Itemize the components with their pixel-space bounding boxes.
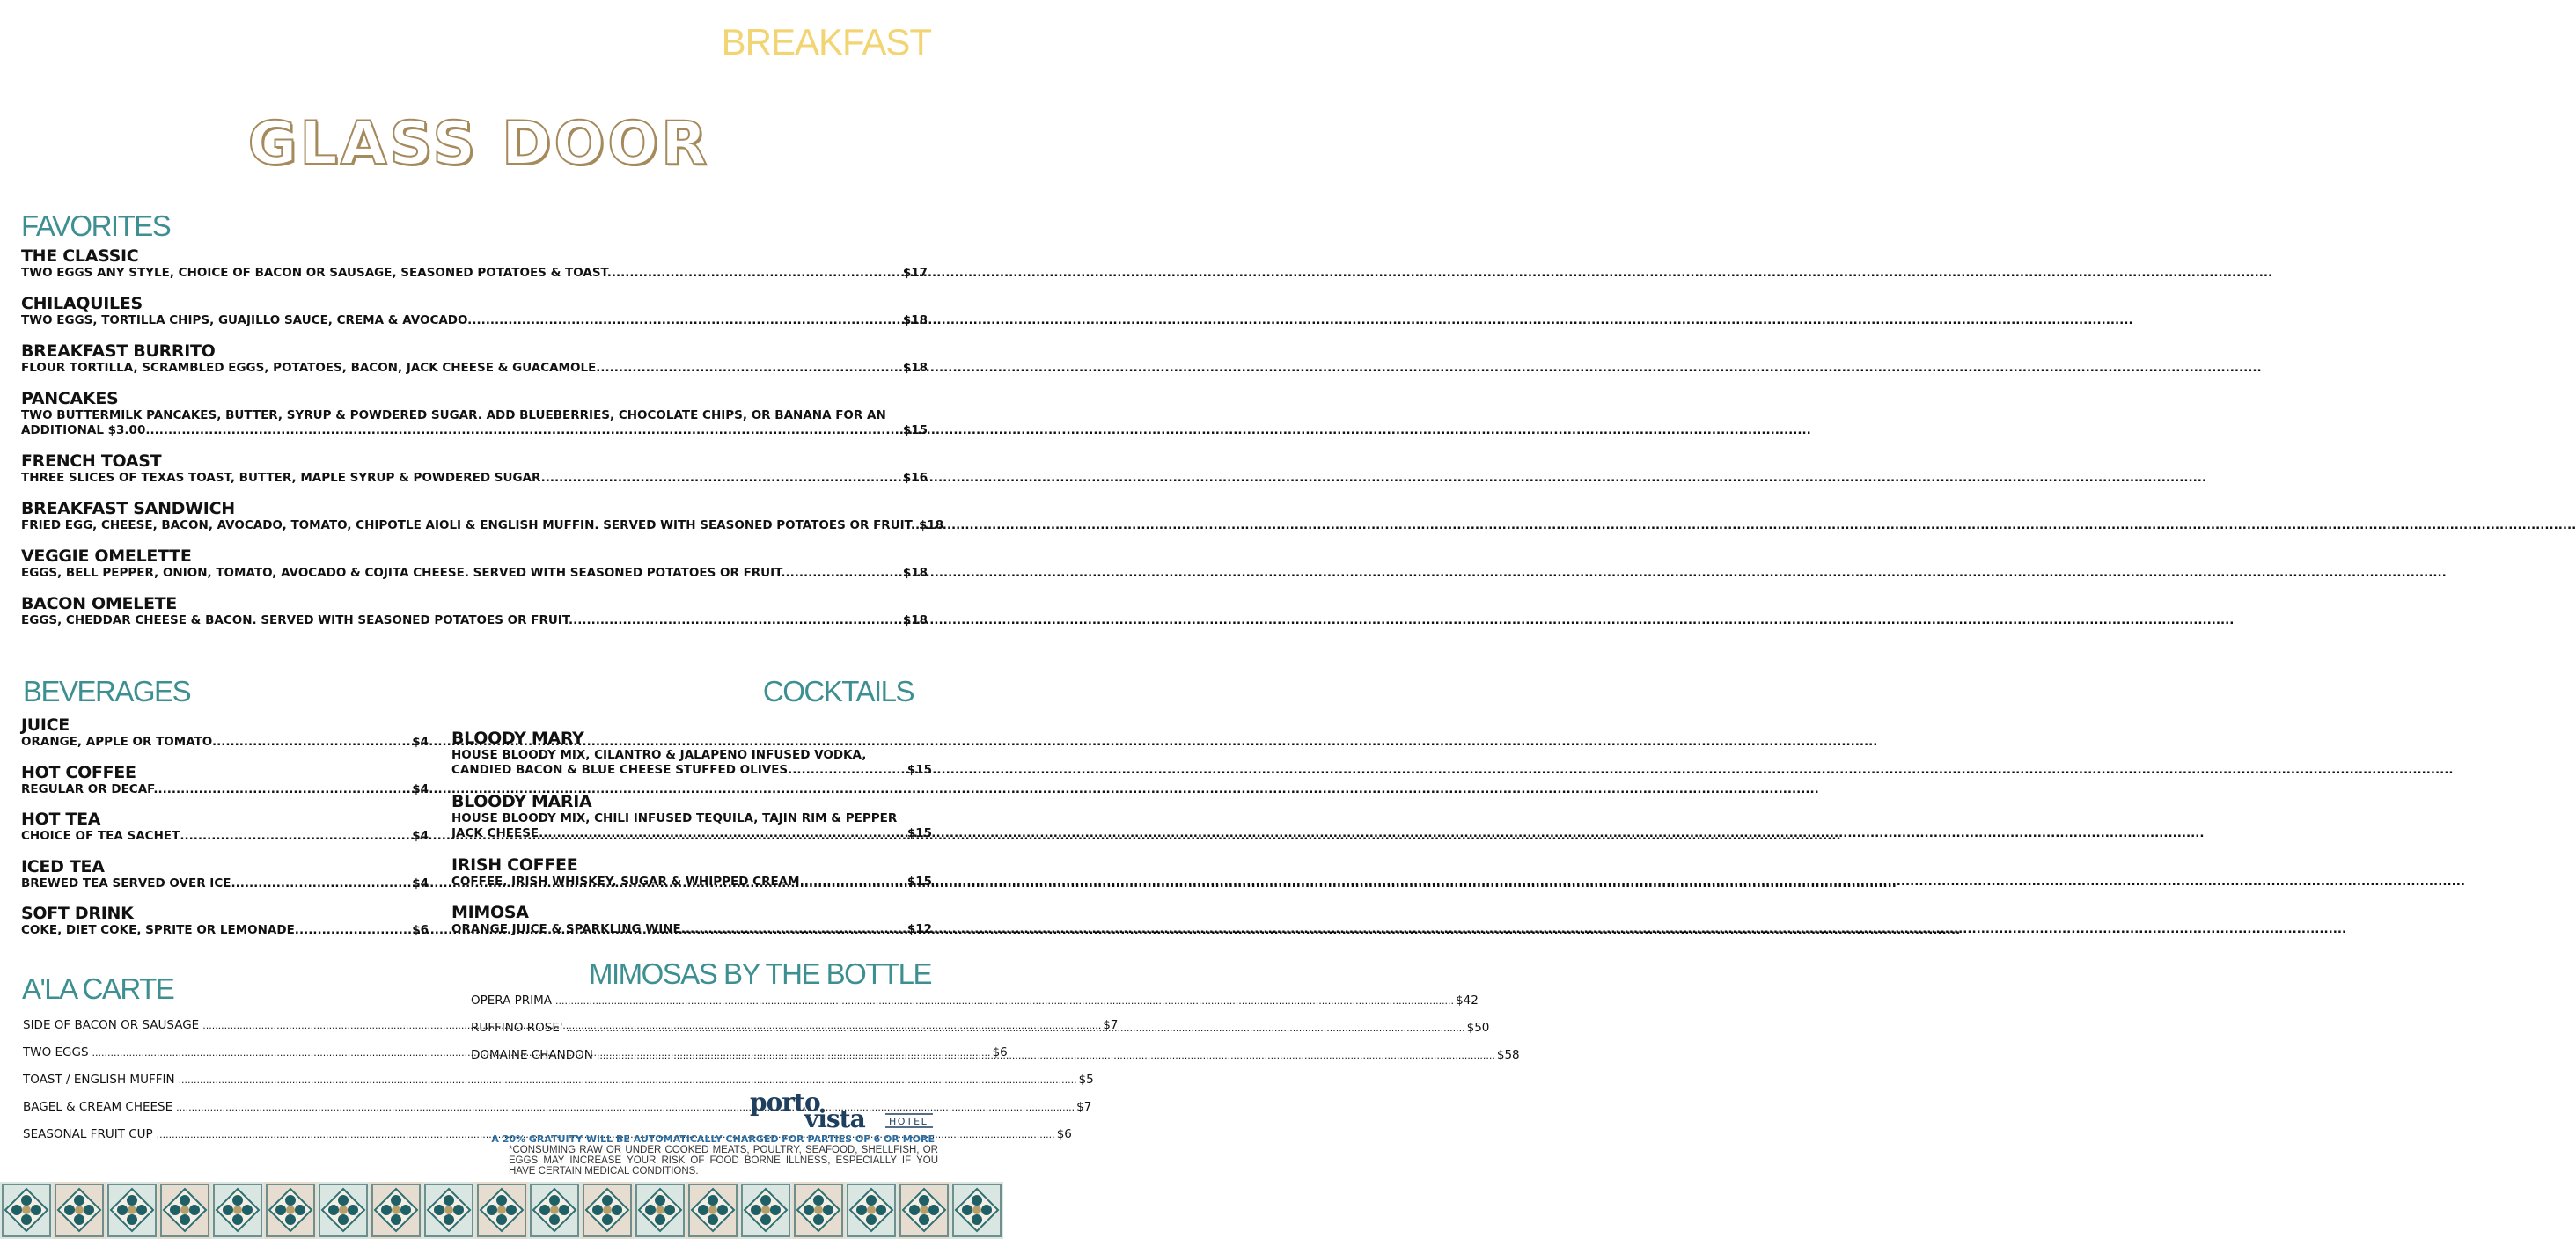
porto-vista-logo <box>746 1088 933 1133</box>
menu-item-name: PANCAKES <box>21 389 119 408</box>
price-list-item-price: $5 <box>1078 1073 1094 1087</box>
menu-item <box>21 904 429 938</box>
menu-item <box>451 729 932 778</box>
menu-item-name: SOFT DRINK <box>21 904 134 923</box>
dot-leader <box>785 566 902 581</box>
menu-item-price: $18 <box>902 566 928 580</box>
tile-pattern <box>475 1182 528 1239</box>
meal-title: BREAKFAST <box>721 21 931 62</box>
tile-pattern <box>53 1182 106 1239</box>
dot-leader <box>804 875 907 890</box>
price-list-item-name: BAGEL & CREAM CHEESE <box>23 1100 173 1114</box>
price-list-item-name: RUFFINO ROSE' <box>471 1021 563 1035</box>
tile-pattern <box>264 1182 317 1239</box>
menu-item-price: $15 <box>906 763 932 777</box>
price-list-item-name: TOAST / ENGLISH MUFFIN <box>23 1073 175 1087</box>
menu-item <box>21 857 429 891</box>
menu-item-description: ORANGE, APPLE OR TOMATO. <box>21 735 217 749</box>
menu-item-description-line: TWO BUTTERMILK PANCAKES, BUTTER, SYRUP & POWDERED SUGAR. ADD BLUEBERRIES, CHOCOLATE CHIPS, OR BANANA FOR AN <box>21 408 886 422</box>
menu-item <box>21 341 928 376</box>
section-title-beverages: BEVERAGES <box>23 675 191 707</box>
menu-item-row <box>21 566 928 581</box>
menu-item-row <box>21 735 429 750</box>
price-list-row <box>23 1073 1094 1087</box>
menu-item-price: $4 <box>412 829 429 843</box>
logo-text-porto: porto <box>750 1088 820 1117</box>
menu-item-price: $16 <box>902 471 928 485</box>
menu-item <box>21 294 928 328</box>
menu-item-name: THE CLASSIC <box>21 246 139 266</box>
price-list-row <box>23 1100 1092 1114</box>
health-disclaimer: *CONSUMING RAW OR UNDER COOKED MEATS, POULTRY, SEAFOOD, SHELLFISH, OR EGGS MAY INCREASE YOUR RISK OF FOOD BORNE ILLNESS, ESPECIALLY IF YOU HAVE CERTAIN MEDICAL CONDITIONS. <box>509 1145 938 1177</box>
menu-item <box>21 389 928 438</box>
dot-leader <box>150 423 902 438</box>
menu-item <box>451 792 932 841</box>
price-list-row <box>471 993 1479 1008</box>
menu-item-row <box>451 763 932 778</box>
menu-item-price: $4 <box>412 781 429 796</box>
menu-item <box>451 903 932 937</box>
menu-item-name: HOT TEA <box>21 810 101 829</box>
price-list-item-price: $58 <box>1496 1048 1520 1062</box>
menu-item-name: BLOODY MARY <box>451 729 584 748</box>
menu-item-description: BREWED TEA SERVED OVER ICE. <box>21 876 236 891</box>
logo-text-hotel: HOTEL <box>889 1116 928 1127</box>
menu-item-name: CHILAQUILES <box>21 294 143 313</box>
dot-leader <box>546 471 903 486</box>
tile-pattern <box>0 1182 53 1239</box>
menu-item-price: $15 <box>906 875 932 889</box>
section-title-cocktails: COCKTAILS <box>762 675 914 707</box>
menu-item-row <box>451 922 932 937</box>
decorative-tile-border <box>0 1182 958 1239</box>
menu-item <box>21 499 944 533</box>
dot-leader <box>176 1102 1075 1113</box>
menu-item-row <box>21 361 928 376</box>
gratuity-notice: A 20% GRATUITY WILL BE AUTOMATICALLY CHARGED FOR PARTIES OF 6 OR MORE <box>491 1133 935 1145</box>
dot-leader <box>792 763 907 778</box>
menu-item <box>21 594 928 628</box>
tile-pattern <box>528 1182 581 1239</box>
menu-item-name: BACON OMELETE <box>21 594 177 613</box>
menu-item-row <box>21 471 928 486</box>
dot-leader <box>543 826 907 841</box>
price-list-item-name: TWO EGGS <box>23 1045 89 1059</box>
price-list-item-name: SEASONAL FRUIT CUP <box>23 1127 153 1141</box>
menu-item-row <box>451 875 932 890</box>
menu-item-price: $18 <box>902 313 928 327</box>
menu-item-description: CANDIED BACON & BLUE CHEESE STUFFED OLIVES. <box>451 763 793 777</box>
tile-pattern <box>845 1182 898 1239</box>
price-list-item-price: $50 <box>1466 1021 1490 1035</box>
menu-item-name: JUICE <box>21 715 70 735</box>
menu-item-description: ADDITIONAL $3.00. <box>21 423 150 437</box>
price-list-item-price: $42 <box>1456 993 1479 1008</box>
price-list-row <box>471 1021 1490 1035</box>
menu-item-description: FRIED EGG, CHEESE, BACON, AVOCADO, TOMATO, CHIPOTLE AIOLI & ENGLISH MUFFIN. SERVED WITH SEASONED POTATOES OR FRUIT. <box>21 518 915 532</box>
menu-item-row <box>451 826 932 841</box>
price-list-item-name: DOMAINE CHANDON <box>471 1048 593 1062</box>
menu-item-description: FLOUR TORTILLA, SCRAMBLED EGGS, POTATOES, BACON, JACK CHEESE & GUACAMOLE. <box>21 361 601 375</box>
menu-item <box>21 546 928 581</box>
tile-pattern <box>370 1182 422 1239</box>
menu-item-description: COKE, DIET COKE, SPRITE OR LEMONADE. <box>21 923 299 937</box>
menu-item <box>451 855 932 890</box>
menu-item <box>21 451 928 486</box>
dot-leader <box>472 313 903 328</box>
menu-item-description: ORANGE JUICE & SPARKLING WINE. <box>451 921 686 936</box>
tile-pattern <box>686 1182 739 1239</box>
tile-pattern <box>898 1182 950 1239</box>
section-title-alacarte: A'LA CARTE <box>22 972 174 1005</box>
logo-text-vista: vista <box>804 1104 865 1133</box>
menu-item-name: BREAKFAST SANDWICH <box>21 499 235 518</box>
tile-pattern <box>739 1182 792 1239</box>
tile-pattern <box>422 1182 475 1239</box>
menu-item-row <box>21 423 928 438</box>
menu-item-name: MIMOSA <box>451 902 529 922</box>
tile-pattern <box>950 1182 1003 1239</box>
tile-pattern <box>211 1182 264 1239</box>
tile-pattern <box>317 1182 370 1239</box>
menu-item-price: $18 <box>902 613 928 627</box>
menu-item-name: IRISH COFFEE <box>451 855 578 875</box>
menu-item-price: $18 <box>902 361 928 375</box>
menu-item-name: HOT COFFEE <box>21 762 136 782</box>
restaurant-title: GLASS DOOR <box>247 109 710 179</box>
menu-item-name: ICED TEA <box>21 856 105 876</box>
menu-item-price: $12 <box>906 921 932 936</box>
menu-item-description: EGGS, BELL PEPPER, ONION, TOMATO, AVOCADO & COJITA CHEESE. SERVED WITH SEASONED POTATOES OR FRUIT. <box>21 566 786 580</box>
tile-pattern <box>158 1182 211 1239</box>
menu-item-price: $15 <box>906 825 932 840</box>
price-list-item-price: $6 <box>1056 1127 1072 1141</box>
menu-item <box>21 810 429 844</box>
price-list-item-price: $7 <box>1076 1100 1092 1114</box>
menu-item-name: VEGGIE OMELETTE <box>21 546 192 566</box>
menu-item-row <box>21 313 928 328</box>
menu-item-price: $4 <box>412 735 429 749</box>
tile-pattern <box>634 1182 686 1239</box>
menu-item-row <box>21 266 928 281</box>
dot-leader <box>573 613 903 628</box>
menu-item-row <box>21 518 944 533</box>
dot-leader <box>236 876 413 891</box>
price-list-item-name: OPERA PRIMA <box>471 993 553 1008</box>
menu-item-name: FRENCH TOAST <box>21 451 162 471</box>
section-title-favorites: FAVORITES <box>21 209 171 242</box>
menu-item-price: $15 <box>902 423 928 437</box>
section-title-mimosas: MIMOSAS BY THE BOTTLE <box>588 957 931 990</box>
menu-item <box>21 715 429 750</box>
menu-item-row <box>21 923 429 938</box>
menu-item <box>21 246 928 281</box>
price-list-item-price: $7 <box>1103 1018 1119 1032</box>
menu-item-price: $17 <box>902 266 928 280</box>
dot-leader <box>180 829 412 844</box>
menu-item-description: CHOICE OF TEA SACHET <box>21 829 180 843</box>
menu-item-description: EGGS, CHEDDAR CHEESE & BACON. SERVED WITH SEASONED POTATOES OR FRUIT. <box>21 613 574 627</box>
menu-item-description: JACK CHEESE. <box>451 825 544 840</box>
menu-item-description: THREE SLICES OF TEXAS TOAST, BUTTER, MAPLE SYRUP & POWDERED SUGAR. <box>21 471 546 485</box>
menu-item-name: BLOODY MARIA <box>451 791 592 811</box>
menu-item-description: REGULAR OR DECAF. <box>21 781 158 796</box>
dot-leader <box>555 995 1454 1007</box>
menu-item-name: BREAKFAST BURRITO <box>21 341 216 361</box>
menu-item-row <box>21 782 429 797</box>
dot-leader <box>179 1074 1077 1086</box>
tile-pattern <box>792 1182 845 1239</box>
dot-leader <box>217 735 412 750</box>
price-list-item-price: $6 <box>992 1045 1008 1059</box>
menu-item <box>21 763 429 797</box>
menu-item-price: $18 <box>918 518 944 532</box>
menu-item-description-line: HOUSE BLOODY MIX, CHILI INFUSED TEQUILA, TAJIN RIM & PEPPER <box>451 810 898 825</box>
menu-item-description: COFFEE, IRISH WHISKEY, SUGAR & WHIPPED CREAM. <box>451 875 804 889</box>
menu-item-row <box>21 829 429 844</box>
price-list-row <box>471 1048 1520 1062</box>
dot-leader <box>612 266 903 281</box>
dot-leader <box>158 782 413 797</box>
menu-item-price: $6 <box>412 923 429 937</box>
dot-leader <box>600 361 902 376</box>
dot-leader <box>567 1023 1465 1034</box>
menu-item-description: TWO EGGS, TORTILLA CHIPS, GUAJILLO SAUCE, CREMA & AVOCADO. <box>21 313 473 327</box>
menu-item-row <box>21 876 429 891</box>
dot-leader <box>299 923 412 938</box>
dot-leader <box>686 922 907 937</box>
tile-pattern <box>106 1182 158 1239</box>
menu-item-description-line: HOUSE BLOODY MIX, CILANTRO & JALAPENO INFUSED VODKA, <box>451 748 867 762</box>
menu-item-price: $4 <box>412 876 429 891</box>
menu-item-row <box>21 613 928 628</box>
tile-pattern <box>581 1182 634 1239</box>
dot-leader <box>597 1050 1495 1061</box>
menu-item-description: TWO EGGS ANY STYLE, CHOICE OF BACON OR SAUSAGE, SEASONED POTATOES & TOAST. <box>21 266 612 280</box>
price-list-item-name: SIDE OF BACON OR SAUSAGE <box>23 1018 200 1032</box>
